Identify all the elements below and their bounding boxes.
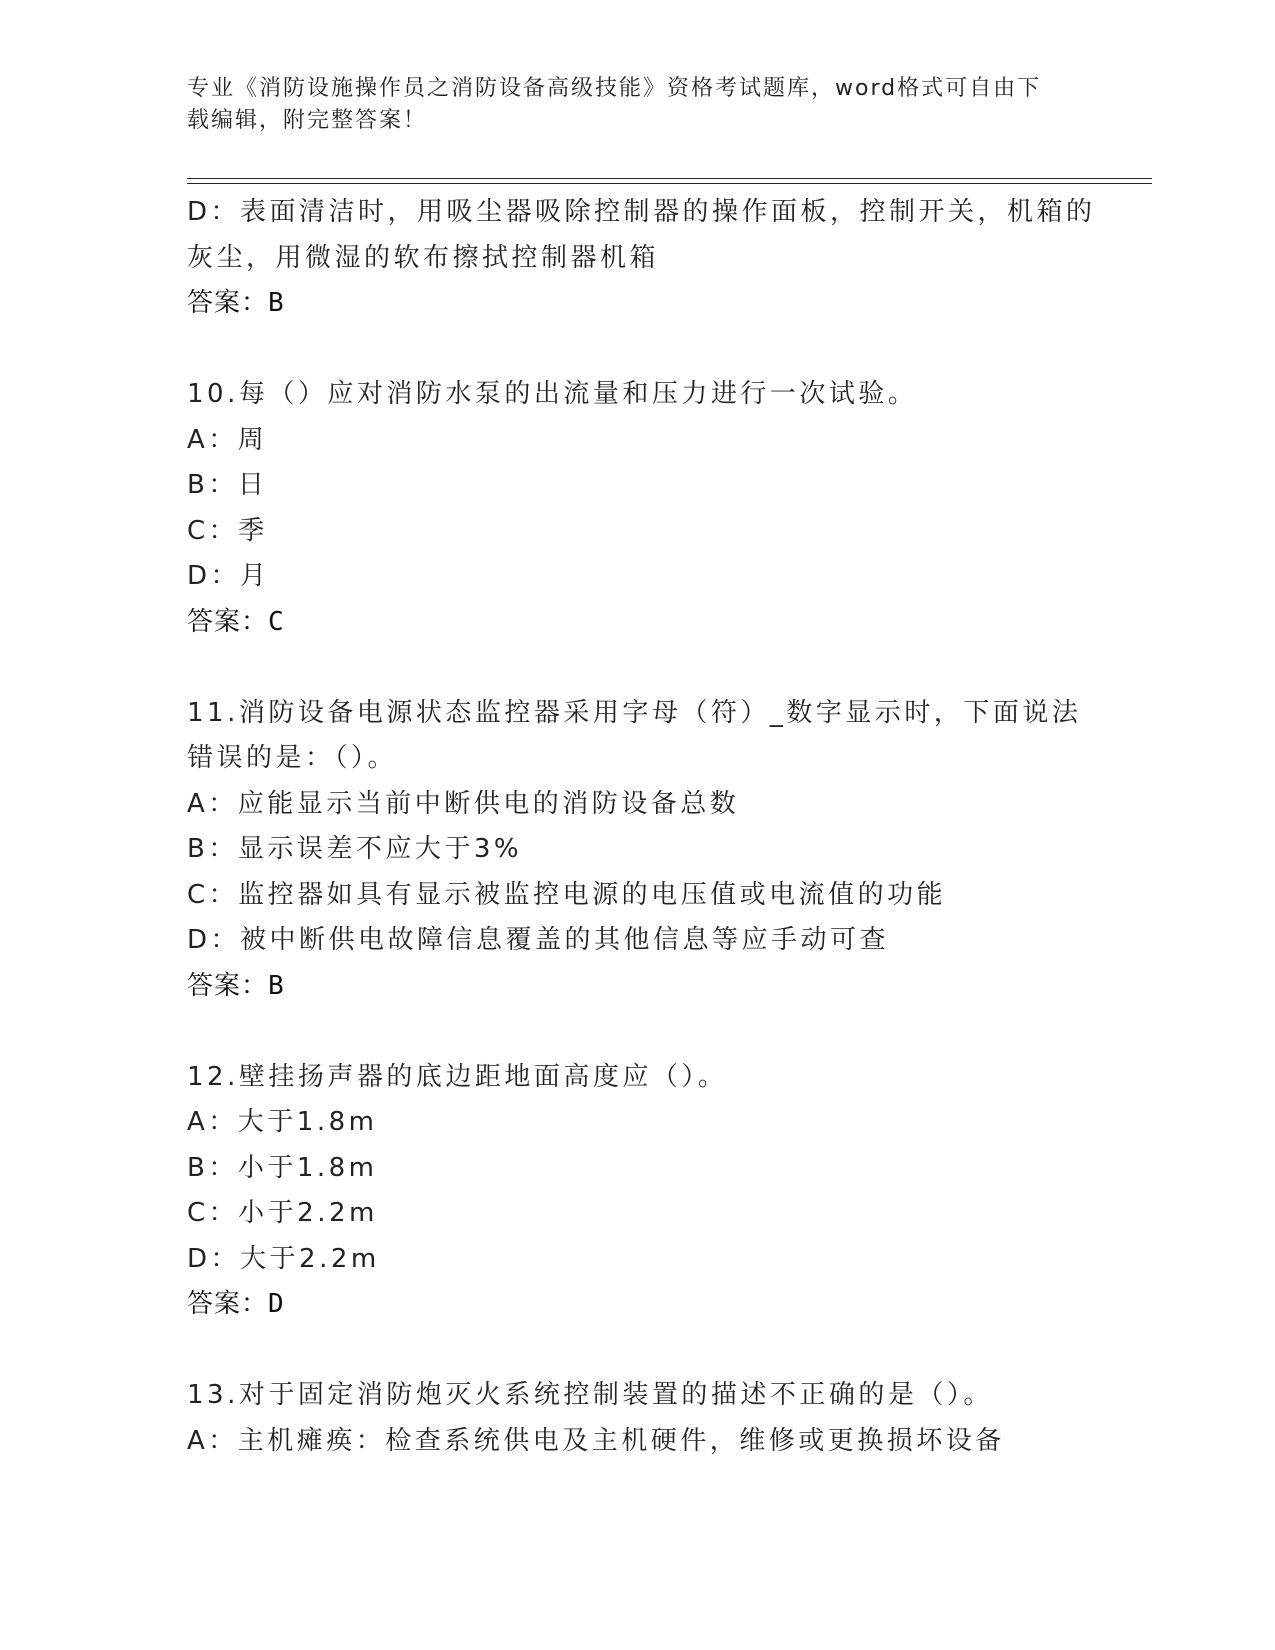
option-d: D：被中断供电故障信息覆盖的其他信息等应手动可查 bbox=[187, 925, 890, 955]
option-b: B：小于1.8m bbox=[187, 1152, 378, 1183]
answer-line bbox=[187, 964, 1087, 1010]
answer-label: 答案： bbox=[187, 288, 269, 318]
option-d-line-2: 灰尘，用微湿的软布擦拭控制器机箱 bbox=[187, 242, 660, 273]
header-line-1: 专业《消防设施操作员之消防设备高级技能》资格考试题库，word格式可自由下 bbox=[187, 76, 1042, 101]
header-rule-top bbox=[187, 178, 1152, 179]
question-stem-line-2: 错误的是：（）。 bbox=[187, 743, 398, 773]
option-c: C：季 bbox=[187, 515, 268, 546]
header-rule-bottom bbox=[187, 183, 1152, 184]
answer-line bbox=[187, 600, 1087, 646]
option-c: C：小于2.2m bbox=[187, 1198, 378, 1228]
document-header bbox=[187, 73, 1067, 137]
header-line-2: 载编辑，附完整答案！ bbox=[187, 108, 428, 133]
option-a: A：主机瘫痪：检查系统供电及主机硬件，维修或更换损坏设备 bbox=[187, 1425, 1005, 1456]
question-stem: 10.每（）应对消防水泵的出流量和压力进行一次试验。 bbox=[187, 379, 918, 409]
option-d-line-1: D：表面清洁时，用吸尘器吸除控制器的操作面板，控制开关，机箱的 bbox=[187, 197, 1096, 227]
question-12 bbox=[187, 1055, 1087, 1328]
answer-label: 答案： bbox=[187, 606, 269, 637]
question-stem: 12.壁挂扬声器的底边距地面高度应（）。 bbox=[187, 1061, 728, 1092]
question-stem-line-1: 11.消防设备电源状态监控器采用字母（符）_数字显示时，下面说法 bbox=[187, 697, 1082, 728]
option-d: D：月 bbox=[187, 561, 270, 591]
answer-line bbox=[187, 281, 1087, 327]
option-d: D：大于2.2m bbox=[187, 1243, 380, 1274]
question-13 bbox=[187, 1373, 1087, 1464]
question-10 bbox=[187, 372, 1087, 645]
option-a: A：大于1.8m bbox=[187, 1107, 378, 1137]
answer-value: B bbox=[268, 288, 285, 318]
answer-value: D bbox=[268, 1289, 285, 1319]
answer-label: 答案： bbox=[187, 1289, 269, 1319]
answer-label: 答案： bbox=[187, 970, 269, 1001]
option-b: B：显示误差不应大于3% bbox=[187, 834, 523, 864]
question-9-tail bbox=[187, 190, 1096, 327]
option-b: B：日 bbox=[187, 470, 268, 500]
answer-line bbox=[187, 1282, 1087, 1328]
option-a: A：周 bbox=[187, 424, 268, 455]
question-11 bbox=[187, 691, 1087, 1010]
option-a: A：应能显示当前中断供电的消防设备总数 bbox=[187, 788, 740, 819]
question-stem: 13.对于固定消防炮灭火系统控制装置的描述不正确的是（）。 bbox=[187, 1380, 993, 1410]
option-c: C：监控器如具有显示被监控电源的电压值或电流值的功能 bbox=[187, 879, 947, 910]
question-content bbox=[187, 190, 1096, 1464]
answer-value: C bbox=[268, 606, 285, 637]
answer-value: B bbox=[268, 970, 285, 1001]
